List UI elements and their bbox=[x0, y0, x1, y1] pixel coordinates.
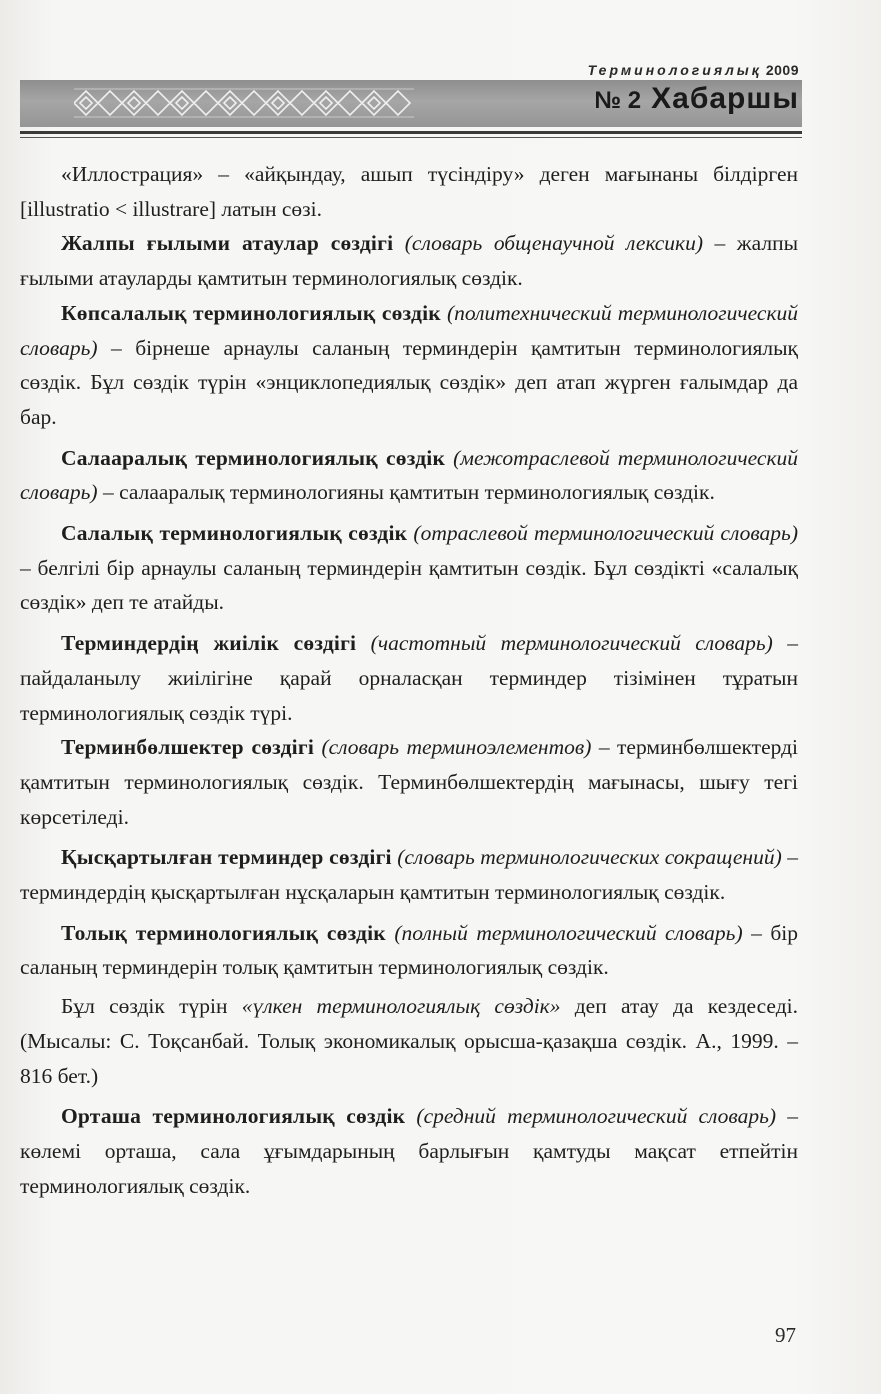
paragraph-entry bbox=[20, 626, 798, 730]
entry-term: Орташа терминологиялық сөздік bbox=[61, 1104, 406, 1129]
entry-definition: – салааралық терминологияны қамтитын терминологиялық сөздік. bbox=[102, 480, 715, 505]
entry-russian: (отраслевой терминологический словарь) bbox=[413, 521, 798, 546]
journal-masthead bbox=[594, 82, 799, 116]
paragraph-entry bbox=[20, 1099, 798, 1203]
inline-italic-phrase: «үлкен терминологиялық сөздік» bbox=[241, 994, 561, 1019]
entry-russian: (полный терминологический словарь) bbox=[394, 920, 743, 945]
header-rule bbox=[20, 131, 802, 134]
journal-year: 2009 bbox=[765, 62, 799, 78]
paragraph-illustration bbox=[20, 157, 798, 226]
entry-term: Салааралық терминологиялық сөздік bbox=[61, 445, 446, 470]
issue-number: № 2 bbox=[594, 87, 642, 114]
paragraph-entry bbox=[20, 916, 798, 985]
entry-definition: – терминбөлшектерді қамтитын терминологиялық сөздік. Терминбөлшектердің мағынасы, шығу тегі көрсетіледі. bbox=[20, 735, 798, 829]
entry-definition: – бірнеше арнаулы саланың терминдерін қамтитын терминологиялық сөздік. Бұл сөздік түрін «энциклопедиялық сөздік» деп атап жүрген ғалымдар да бар. bbox=[20, 335, 799, 429]
entry-russian: (частотный терминологический словарь) bbox=[370, 631, 773, 656]
entry-definition: – терминдердің қысқартылған нұсқаларын қамтитын терминологиялық сөздік. bbox=[20, 845, 798, 905]
ornament-pattern-icon bbox=[74, 86, 414, 120]
journal-name bbox=[588, 62, 799, 78]
paragraph-entry bbox=[20, 516, 798, 620]
entry-russian: (словарь терминологических сокращений) bbox=[397, 845, 782, 870]
paragraph-entry bbox=[20, 296, 798, 435]
masthead-title: Хабаршы bbox=[651, 82, 799, 115]
journal-title: Терминологиялық bbox=[587, 62, 762, 78]
paragraph-text: «Иллострация» – «айқындау, ашып түсіндіру» деген мағынаны білдірген [illustratio < illustrare] латын сөзі. bbox=[20, 162, 798, 221]
entry-definition: – жалпы ғылыми атауларды қамтитын терминологиялық сөздік. bbox=[20, 231, 799, 291]
page-number: 97 bbox=[775, 1323, 796, 1347]
entry-term: Салалық терминологиялық сөздік bbox=[61, 521, 408, 546]
entry-russian: (словарь общенаучной лексики) bbox=[404, 231, 703, 256]
entry-term: Терминдердің жиілік сөздігі bbox=[61, 631, 357, 656]
article-body bbox=[20, 157, 798, 1203]
paragraph-entry bbox=[20, 226, 798, 295]
entry-term: Қысқартылған терминдер сөздігі bbox=[61, 845, 392, 870]
entry-term: Көпсалалық терминологиялық сөздік bbox=[61, 300, 441, 325]
entry-russian: (средний терминологический словарь) bbox=[416, 1104, 777, 1129]
header-rule-thin bbox=[20, 137, 802, 138]
entry-definition: – белгілі бір арнаулы саланың терминдерін қамтитын сөздік. Бұл сөздікті «салалық сөздік» деп те атайды. bbox=[20, 555, 798, 615]
entry-russian: (словарь терминоэлементов) bbox=[321, 735, 592, 760]
entry-term: Толық терминологиялық сөздік bbox=[61, 920, 386, 945]
paragraph-text: Бұл сөздік түрін «үлкен терминологиялық сөздік» деп атау да кездеседі. (Мысалы: С. Тоқсанбай. Толық экономикалық орысша-қазақша сөздік. А., 1999. – 816 бет.) bbox=[20, 994, 798, 1088]
paragraph-entry bbox=[20, 730, 798, 834]
entry-definition: – пайдаланылу жиілігіне қарай орналасқан терминдер тізімінен тұратын терминологиялық сөздік түрі. bbox=[20, 631, 798, 725]
paragraph-entry bbox=[20, 840, 798, 909]
entry-definition: – көлемі орташа, сала ұғымдарының барлығын қамтуды мақсат етпейтін терминологиялық сөздік. bbox=[20, 1104, 798, 1198]
entry-term: Терминбөлшектер сөздігі bbox=[61, 735, 314, 760]
entry-russian: (политехнический терминологический словарь) bbox=[20, 300, 798, 360]
entry-definition: – бір саланың терминдерін толық қамтитын терминологиялық сөздік. bbox=[20, 920, 799, 980]
entry-russian: (межотраслевой терминологический словарь) bbox=[20, 445, 799, 505]
paragraph-entry bbox=[20, 441, 798, 510]
paragraph-note bbox=[20, 989, 798, 1093]
entry-term: Жалпы ғылыми атаулар сөздігі bbox=[61, 231, 394, 256]
